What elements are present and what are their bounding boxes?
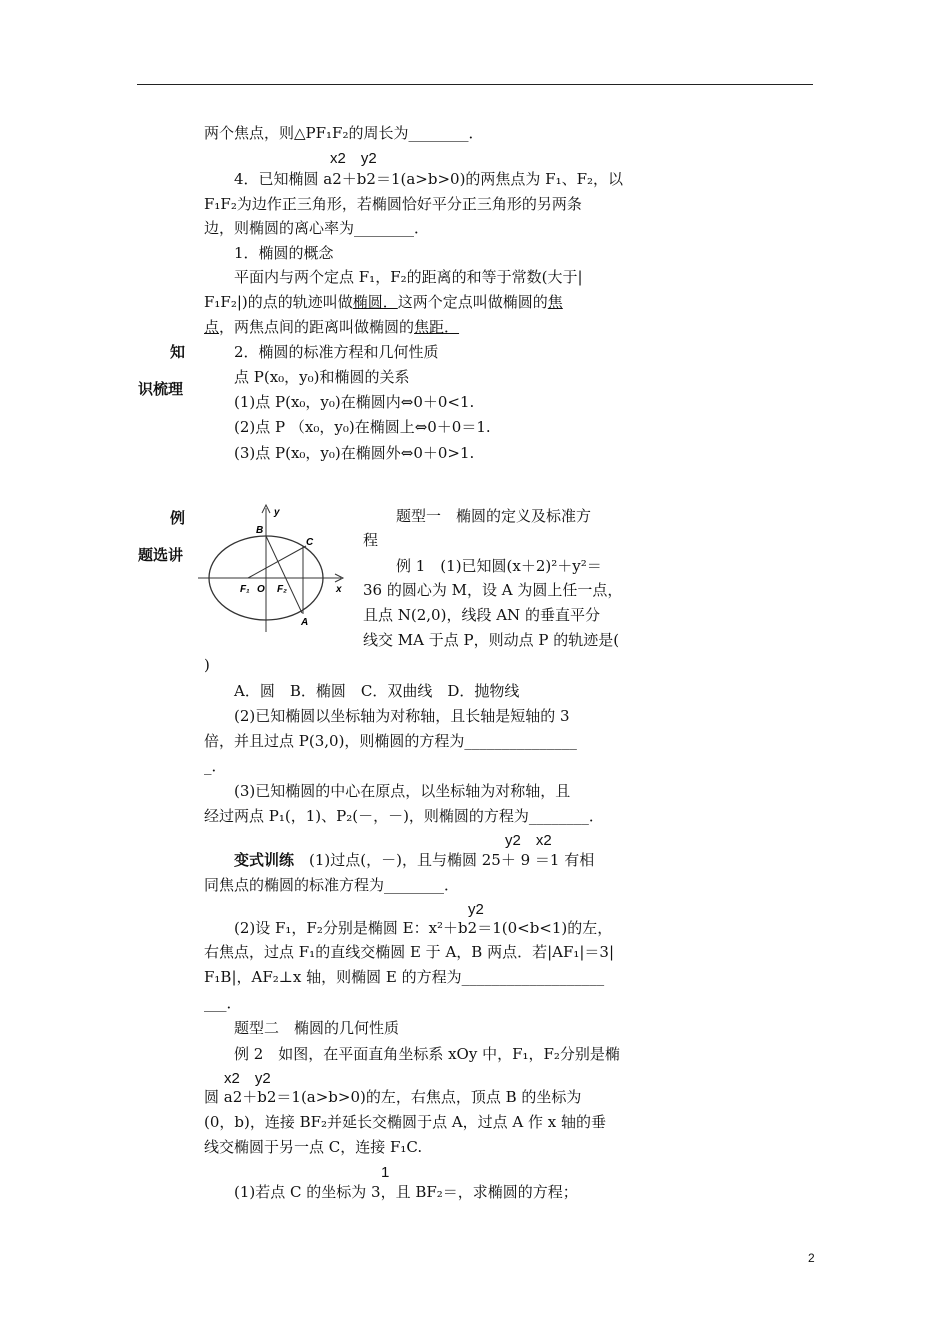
text-line: 例 1 (1)已知圆(x＋2)²＋y²＝ [396,557,602,575]
text-line: (1)点 P(x₀，y₀)在椭圆内⇔0＋0<1. [234,393,475,411]
label-O: O [257,584,265,595]
text-line: 经过两点 P₁(，1)、P₂(－，－)，则椭圆的方程为________． [204,807,604,825]
text-line: 36 的圆心为 M，设 A 为圆上任一点， [363,581,623,599]
line-B-A [266,536,302,613]
text-line: (2)已知椭圆以坐标轴为对称轴，且长轴是短轴的 3 [234,707,570,725]
topic-heading: 题型二 椭圆的几何性质 [234,1019,400,1037]
fraction-numerators: 1 [381,1164,390,1181]
text-span: F₁F₂|)的点的轨迹叫做 [204,293,353,311]
text-line: 同焦点的椭圆的标准方程为________． [204,876,460,894]
text-line: 且点 N(2,0)，线段 AN 的垂直平分 [363,606,600,624]
text-line: 点 P(x₀，y₀)和椭圆的关系 [234,368,410,386]
label-F1: F₁ [240,584,250,595]
text-line: F₁F₂为边作正三角形，若椭圆恰好平分正三角形的另两条 [204,195,582,213]
text-line: (2)点 P （x₀，y₀)在椭圆上⇔0＋0＝1. [234,418,491,436]
term-focus: 焦 [547,293,563,311]
text-line: 例 2 如图，在平面直角坐标系 xOy 中，F₁，F₂分别是椭 [234,1045,620,1063]
side-label: 题选讲 [138,546,184,564]
side-label: 知 [170,343,186,361]
section-heading: 2．椭圆的标准方程和几何性质 [234,343,439,361]
term-ellipse: 椭圆． [352,293,398,311]
text-line [204,293,563,311]
text-line: 线交椭圆于另一点 C，连接 F₁C. [204,1138,423,1156]
text-line: (3)已知椭圆的中心在原点，以坐标轴为对称轴，且 [234,782,571,800]
label-A: A [301,617,309,628]
text-line: 平面内与两个定点 F₁，F₂的距离的和等于常数(大于| [234,268,583,286]
answer-options: A．圆 B．椭圆 C．双曲线 D．抛物线 [234,682,520,700]
variant-training-label: 变式训练 [234,851,295,869]
fraction-numerators: y2 [468,901,484,918]
text-line: 右焦点，过点 F₁的直线交椭圆 E 于 A，B 两点．若|AF₁|＝3| [204,943,615,961]
text-line: _． [204,757,227,775]
text-line [234,851,594,869]
line-F1-C [248,546,306,578]
topic-heading: 题型一 椭圆的定义及标准方 [396,507,592,525]
text-line: (3)点 P(x₀，y₀)在椭圆外⇔0＋0>1. [234,444,475,462]
label-B: B [256,525,264,536]
fraction-numerators: x2 y2 [224,1070,271,1087]
side-label: 例 [170,509,186,527]
text-line: 线交 MA 于点 P，则动点 P 的轨迹是( [363,631,620,649]
label-y: y [274,507,280,518]
ellipse-figure [196,500,356,636]
section-heading: 1．椭圆的概念 [234,244,334,262]
text-line: 边，则椭圆的离心率为________． [204,219,430,237]
header-rule [137,84,813,85]
label-x: x [336,584,342,595]
label-F2: F₂ [277,584,287,595]
text-line: 倍，并且过点 P(3,0)，则椭圆的方程为_______________ [204,732,577,750]
text-line: (1)若点 C 的坐标为 3，且 BF₂＝，求椭圆的方程； [234,1183,578,1201]
text-line: ) [204,656,210,674]
text-line: 4．已知椭圆 a2＋b2＝1(a>b>0)的两焦点为 F₁、F₂，以 [234,170,624,188]
fraction-numerators: y2 x2 [505,832,552,849]
text-span: (1)过点(，－)，且与椭圆 25＋ 9 ＝1 有相 [294,851,595,869]
page-number: 2 [808,1251,815,1265]
text-line: (2)设 F₁，F₂分别是椭圆 E：x²＋b2＝1(0<b<1)的左， [234,919,613,937]
text-line: F₁B|，AF₂⊥x 轴，则椭圆 E 的方程为___________________ [204,968,605,986]
text-span: ，两焦点间的距离叫做椭圆的 [219,318,415,336]
text-span: 这两个定点叫做椭圆的 [397,293,548,311]
term-focal-distance: 焦距． [414,318,460,336]
text-line: 圆 a2＋b2＝1(a>b>0)的左，右焦点，顶点 B 的坐标为 [204,1088,582,1106]
topic-heading: 程 [363,531,379,549]
text-line: (0，b)，连接 BF₂并延长交椭圆于点 A，过点 A 作 x 轴的垂 [204,1113,607,1131]
text-line [204,318,459,336]
text-line: 两个焦点，则△PF₁F₂的周长为________． [204,124,484,142]
term-focus-end: 点 [204,318,220,336]
text-line: ___． [204,994,242,1012]
fraction-numerators: x2 y2 [330,150,377,167]
side-label: 识梳理 [138,380,184,398]
label-C: C [306,537,314,548]
